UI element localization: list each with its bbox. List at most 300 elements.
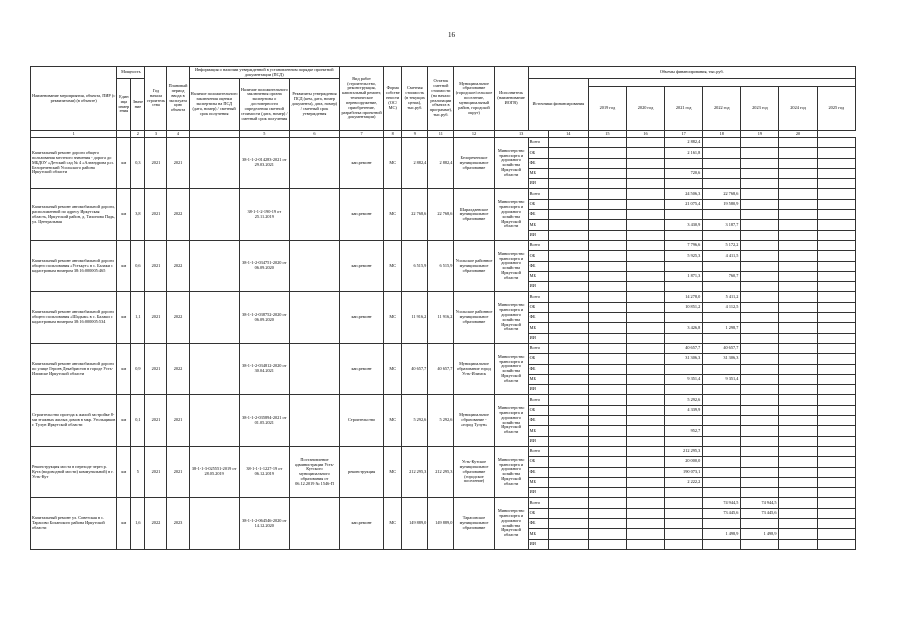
funding-blank-cell (548, 189, 588, 199)
header-psd-info: Информация о наличии утвержденной в установленном порядке проектной документации (ПСД) (189, 67, 340, 79)
funding-amount: 73 445,6 (703, 508, 741, 518)
funding-amount (741, 488, 779, 498)
funding-amount (779, 220, 817, 230)
funding-amount (741, 230, 779, 240)
funding-amount (817, 261, 855, 271)
funding-amount (588, 405, 626, 415)
estimated-cost: 5 292,6 (402, 395, 428, 446)
funding-blank-cell (548, 539, 588, 549)
table-row (31, 446, 856, 456)
funding-amount (817, 477, 855, 487)
funding-amount (741, 416, 779, 426)
funding-amount (588, 199, 626, 209)
funding-amount (817, 539, 855, 549)
funding-amount (665, 210, 703, 220)
work-type: кап.ремонт (340, 343, 384, 394)
funding-amount (588, 220, 626, 230)
funding-blank-cell (548, 354, 588, 364)
header-psd-name: Наличие положительного заключения оценки экспертизы на ПСД (дата, номер) / сметный срок получения (189, 79, 239, 131)
funding-blank-cell (548, 313, 588, 323)
funding-amount (703, 488, 741, 498)
funding-amount (588, 210, 626, 220)
ownership: МС (384, 498, 402, 549)
funding-amount (626, 518, 664, 528)
funding-blank-cell (548, 282, 588, 292)
psd-approval (289, 240, 339, 291)
funding-amount: 74 944,5 (703, 498, 741, 508)
table-body (31, 138, 856, 550)
header-column-numbers (31, 131, 856, 138)
funding-amount (741, 477, 779, 487)
project-name: Капитальный ремонт автомобильной дороги общего пользования «Устькут» в с. Балаки с кадастровым номером 38:16:000005:465 (31, 240, 117, 291)
funding-amount (626, 467, 664, 477)
funding-amount (779, 539, 817, 549)
header-psd-approval: Реквизиты утверждения ПСД (кем, дата, номер документа), дата, номер) / сметный срок утверждения (289, 79, 339, 131)
funding-amount (817, 395, 855, 405)
funding-amount (703, 168, 741, 178)
funding-amount (703, 436, 741, 446)
column-number: 20 (779, 131, 817, 138)
project-value: 0,6 (131, 240, 145, 291)
funding-amount (817, 210, 855, 220)
funding-amount: 2 161,8 (665, 148, 703, 158)
funding-blank-cell (548, 261, 588, 271)
project-start-year: 2021 (145, 395, 167, 446)
funding-amount (703, 539, 741, 549)
funding-amount (817, 405, 855, 415)
funding-blank-cell (548, 251, 588, 261)
table-header (31, 67, 856, 138)
funding-amount (741, 446, 779, 456)
psd-expertise (189, 498, 239, 549)
funding-amount (779, 323, 817, 333)
funding-amount (588, 488, 626, 498)
project-end-year: 2022 (167, 189, 189, 240)
funding-amount (817, 199, 855, 209)
funding-blank-cell (548, 148, 588, 158)
funding-amount: 212 295,3 (665, 446, 703, 456)
funding-amount (703, 395, 741, 405)
funding-amount (741, 343, 779, 353)
funding-source-label: ФБ (528, 158, 548, 168)
funding-amount (626, 395, 664, 405)
funding-amount (779, 498, 817, 508)
funding-amount (588, 168, 626, 178)
funding-amount (703, 158, 741, 168)
executor: Министерство транспорта и дорожного хозяйства Иркутской области (494, 240, 528, 291)
funding-amount (703, 148, 741, 158)
funding-amount (626, 148, 664, 158)
funding-amount (817, 189, 855, 199)
funding-amount (588, 539, 626, 549)
funding-amount: 5 411,2 (703, 292, 741, 302)
funding-amount (741, 189, 779, 199)
funding-amount (741, 251, 779, 261)
project-end-year: 2021 (167, 138, 189, 189)
ownership: МС (384, 446, 402, 497)
funding-amount (665, 261, 703, 271)
header-remaining-cost: Остаток сметной стоимости (на начало реализации объекта в программе), тыс.руб. (428, 67, 454, 131)
funding-amount (741, 395, 779, 405)
funding-amount (817, 313, 855, 323)
column-number: 2 (131, 131, 145, 138)
funding-amount (817, 416, 855, 426)
funding-blank-cell (548, 426, 588, 436)
executor: Министерство транспорта и дорожного хозяйства Иркутской области (494, 292, 528, 343)
funding-source-label: Всего (528, 343, 548, 353)
psd-approval (289, 498, 339, 549)
funding-amount (588, 529, 626, 539)
funding-amount: 4 112,5 (703, 302, 741, 312)
funding-source-label: Всего (528, 240, 548, 250)
funding-amount (817, 168, 855, 178)
funding-amount (741, 210, 779, 220)
funding-amount (741, 148, 779, 158)
psd-expertise (189, 240, 239, 291)
funding-amount (779, 292, 817, 302)
psd-approval (289, 138, 339, 189)
funding-amount: 21 075,4 (665, 199, 703, 209)
funding-amount (588, 323, 626, 333)
remaining-cost: 11 916,2 (428, 292, 454, 343)
funding-amount (588, 261, 626, 271)
project-end-year: 2022 (167, 240, 189, 291)
funding-amount (779, 261, 817, 271)
funding-source-label: ФБ (528, 210, 548, 220)
ownership: МС (384, 138, 402, 189)
funding-source-label: Всего (528, 498, 548, 508)
column-number: 4 (167, 131, 189, 138)
project-unit: км (117, 189, 131, 240)
project-end-year: 2022 (167, 343, 189, 394)
psd-approval (289, 395, 339, 446)
municipality: Усольское районное муниципальное образование (454, 292, 494, 343)
funding-amount (588, 302, 626, 312)
funding-blank-cell (548, 405, 588, 415)
funding-amount (779, 467, 817, 477)
header-name: Наименование мероприятия, объекта, ПИР (с реквизитами) (в объекте) (31, 67, 117, 131)
column-number: 17 (665, 131, 703, 138)
funding-amount (779, 210, 817, 220)
funding-amount (741, 282, 779, 292)
funding-amount (779, 179, 817, 189)
work-type: кап.ремонт (340, 292, 384, 343)
project-start-year: 2021 (145, 446, 167, 497)
funding-amount (779, 518, 817, 528)
funding-amount (588, 426, 626, 436)
funding-blank-cell (548, 179, 588, 189)
funding-amount (703, 518, 741, 528)
funding-amount (817, 220, 855, 230)
project-start-year: 2021 (145, 138, 167, 189)
funding-amount (626, 179, 664, 189)
funding-amount (817, 467, 855, 477)
column-number (189, 131, 239, 138)
funding-amount (703, 333, 741, 343)
funding-amount (779, 416, 817, 426)
funding-amount: 9 351,4 (665, 374, 703, 384)
funding-amount (779, 302, 817, 312)
header-year: 2022 год (703, 87, 741, 131)
funding-amount (741, 261, 779, 271)
project-value: 1,1 (131, 292, 145, 343)
funding-amount (817, 138, 855, 148)
funding-amount (626, 261, 664, 271)
work-type: кап.ремонт (340, 498, 384, 549)
funding-source-label: Всего (528, 189, 548, 199)
header-value: Значение (131, 79, 145, 131)
funding-amount (626, 230, 664, 240)
funding-amount: 760,7 (703, 271, 741, 281)
funding-amount (626, 405, 664, 415)
funding-amount: 5 172,2 (703, 240, 741, 250)
header-year: 2025 год (817, 87, 855, 131)
funding-source-label: ИИ (528, 539, 548, 549)
funding-amount (741, 405, 779, 415)
funding-blank-cell (548, 529, 588, 539)
funding-amount (741, 313, 779, 323)
funding-amount (588, 240, 626, 250)
funding-amount (817, 251, 855, 261)
header-period: Плановый период ввода в эксплуатацию объекта (167, 67, 189, 131)
funding-amount: 190 073,1 (665, 467, 703, 477)
column-number: 7 (340, 131, 384, 138)
funding-amount (817, 302, 855, 312)
funding-amount (588, 518, 626, 528)
funding-amount: 40 657,7 (703, 343, 741, 353)
funding-amount: 24 506,3 (665, 189, 703, 199)
table-row (31, 343, 856, 353)
funding-amount (817, 436, 855, 446)
municipality: Усть-Кутское муниципальное образование (городское поселение) (454, 446, 494, 497)
remaining-cost: 6 515,9 (428, 240, 454, 291)
header-work-type: Вид работ (строительство, реконструкция, капитальный ремонт, техническое перевооружение, приобретение, разработка проектной документации) (340, 67, 384, 131)
funding-amount: 7 796,6 (665, 240, 703, 250)
funding-amount (588, 313, 626, 323)
funding-amount (626, 313, 664, 323)
funding-amount: 22 768,6 (703, 189, 741, 199)
funding-amount (588, 436, 626, 446)
funding-amount (779, 426, 817, 436)
funding-amount (588, 477, 626, 487)
funding-amount (665, 539, 703, 549)
funding-amount (741, 539, 779, 549)
project-end-year: 2021 (167, 395, 189, 446)
funding-amount (665, 416, 703, 426)
project-start-year: 2021 (145, 240, 167, 291)
remaining-cost: 149 889,0 (428, 498, 454, 549)
executor: Министерство транспорта и дорожного хозяйства Иркутской области (494, 446, 528, 497)
funding-amount: 31 306,3 (703, 354, 741, 364)
funding-amount (779, 354, 817, 364)
estimated-cost: 2 882,4 (402, 138, 428, 189)
funding-amount (665, 508, 703, 518)
psd-expertise (189, 292, 239, 343)
funding-amount (817, 333, 855, 343)
funding-amount (741, 333, 779, 343)
funding-amount (779, 488, 817, 498)
funding-amount (588, 508, 626, 518)
funding-amount (626, 323, 664, 333)
funding-amount (626, 426, 664, 436)
funding-source-label: ОБ (528, 457, 548, 467)
funding-source-label: ИИ (528, 179, 548, 189)
project-name: Капитальный ремонт ул. Советская в с. Тарасово Боханского района Иркутской области (31, 498, 117, 549)
header-year: 2019 год (588, 87, 626, 131)
funding-blank-cell (548, 508, 588, 518)
funding-amount (817, 457, 855, 467)
funding-amount (588, 138, 626, 148)
funding-amount: 5 925,3 (665, 251, 703, 261)
funding-amount (626, 240, 664, 250)
funding-amount (817, 364, 855, 374)
funding-amount: 1 498,9 (703, 529, 741, 539)
funding-amount (779, 529, 817, 539)
funding-amount (626, 457, 664, 467)
funding-amount (588, 230, 626, 240)
table-row (31, 498, 856, 508)
psd-conclusion: 38-1-1-2-014283-2021 от 29.03.2021 (239, 138, 289, 189)
work-type: реконструкция (340, 446, 384, 497)
funding-amount: 4 411,5 (703, 251, 741, 261)
funding-amount: 5 292,6 (665, 395, 703, 405)
column-number: 5 (239, 131, 289, 138)
funding-amount (665, 179, 703, 189)
funding-source-label: ИИ (528, 385, 548, 395)
funding-amount (626, 364, 664, 374)
funding-amount (741, 302, 779, 312)
funding-source-label: ИИ (528, 230, 548, 240)
funding-amount: 720,6 (665, 168, 703, 178)
funding-amount: 20 000,0 (665, 457, 703, 467)
column-number: 11 (428, 131, 454, 138)
funding-amount (817, 158, 855, 168)
column-number: 16 (626, 131, 664, 138)
funding-amount (741, 158, 779, 168)
header-funding: Объемы финансирования, тыс.руб. (528, 67, 855, 79)
funding-amount (665, 364, 703, 374)
column-number: 19 (741, 131, 779, 138)
funding-amount (703, 364, 741, 374)
funding-amount: 73 445,6 (741, 508, 779, 518)
funding-source-label: ОБ (528, 148, 548, 158)
project-start-year: 2022 (145, 498, 167, 549)
funding-amount: 1 871,3 (665, 271, 703, 281)
psd-expertise: 38-1-1-3-025551-2019 от 28.05.2019 (189, 446, 239, 497)
funding-amount (588, 364, 626, 374)
funding-amount (626, 446, 664, 456)
table-row (31, 240, 856, 250)
table-row (31, 292, 856, 302)
funding-amount (588, 374, 626, 384)
funding-amount: 1 298,7 (703, 323, 741, 333)
project-unit: км (117, 446, 131, 497)
funding-amount (588, 292, 626, 302)
funding-blank-cell (548, 302, 588, 312)
project-value: 5 (131, 446, 145, 497)
funding-amount (626, 374, 664, 384)
funding-source-label: ФБ (528, 467, 548, 477)
funding-blank-cell (548, 436, 588, 446)
funding-source-label: МБ (528, 529, 548, 539)
ownership: МС (384, 343, 402, 394)
executor: Министерство транспорта и дорожного хозяйства Иркутской области (494, 189, 528, 240)
psd-conclusion: 38-1-1-2-190-19 от 25.11.2019 (239, 189, 289, 240)
funding-amount (626, 436, 664, 446)
funding-amount (588, 416, 626, 426)
funding-amount (817, 282, 855, 292)
funding-amount (741, 354, 779, 364)
funding-blank-cell (548, 467, 588, 477)
funding-amount (779, 436, 817, 446)
project-name: Строительство проезда к жилой застройке 8-ми этажных жилых домов в мкр. Угольщиков г. Тулун Иркутской области (31, 395, 117, 446)
funding-source-label: ОБ (528, 354, 548, 364)
funding-blank-cell (548, 210, 588, 220)
funding-blank-cell (548, 518, 588, 528)
project-name: Капитальный ремонт дороги общего пользования местного значения - дорога до МБДОУ «Детский сад № 4 «Алеандрова р.п. Белореченский Усольского района Иркутской области (31, 138, 117, 189)
funding-source-label: ОБ (528, 199, 548, 209)
column-number: 14 (548, 131, 588, 138)
psd-conclusion: 38-1-1-2-064546-2020 от 14.12.2020 (239, 498, 289, 549)
psd-conclusion: 38-1-1-2-035894-2021 от 01.05.2021 (239, 395, 289, 446)
ownership: МС (384, 240, 402, 291)
funding-amount (703, 457, 741, 467)
estimated-cost: 149 889,0 (402, 498, 428, 549)
funding-amount: 3 430,9 (665, 220, 703, 230)
table-row (31, 189, 856, 199)
funding-amount (817, 271, 855, 281)
header-spacer (588, 79, 855, 87)
funding-amount (626, 477, 664, 487)
ownership: МС (384, 189, 402, 240)
funding-source-label: МБ (528, 168, 548, 178)
funding-amount (741, 364, 779, 374)
funding-amount: 2 882,4 (665, 138, 703, 148)
funding-source-label: Всего (528, 138, 548, 148)
funding-amount: 3 426,8 (665, 323, 703, 333)
funding-amount (741, 374, 779, 384)
funding-amount (779, 158, 817, 168)
estimated-cost: 22 768,6 (402, 189, 428, 240)
column-number: 8 (384, 131, 402, 138)
psd-approval: Постановление администрации Усть-Кутского муниципального образования от 06.12.2019 № 1546-П (289, 446, 339, 497)
funding-blank-cell (548, 416, 588, 426)
funding-amount (626, 343, 664, 353)
funding-amount (817, 518, 855, 528)
header-year: 2021 год (665, 87, 703, 131)
funding-amount (588, 333, 626, 343)
funding-amount (779, 385, 817, 395)
funding-source-label: ФБ (528, 518, 548, 528)
funding-blank-cell (548, 220, 588, 230)
header-year: 2023 год (741, 87, 779, 131)
executor: Министерство транспорта и дорожного хозяйства Иркутской области (494, 395, 528, 446)
funding-source-label: ИИ (528, 436, 548, 446)
funding-amount (626, 302, 664, 312)
psd-expertise (189, 343, 239, 394)
table-row (31, 395, 856, 405)
header-year: 2024 год (779, 87, 817, 131)
funding-source-label: ФБ (528, 364, 548, 374)
funding-amount (626, 416, 664, 426)
funding-amount (703, 282, 741, 292)
funding-amount (741, 271, 779, 281)
funding-amount (817, 488, 855, 498)
work-type: кап.ремонт (340, 138, 384, 189)
municipality: Муниципальное образование - «город Тулун» (454, 395, 494, 446)
funding-amount (779, 395, 817, 405)
municipality: Усольское районное муниципальное образование (454, 240, 494, 291)
